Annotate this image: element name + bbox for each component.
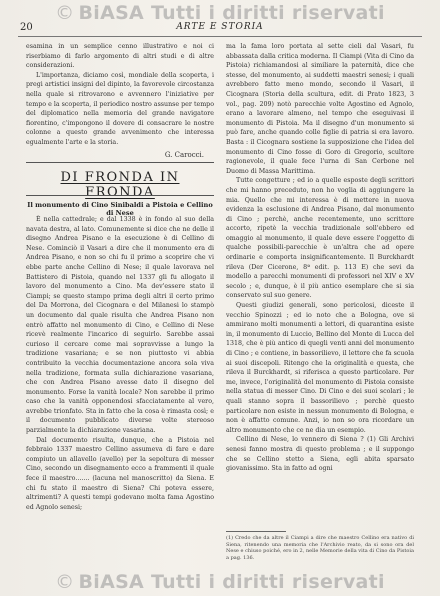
author-signature: G. Carocci. <box>164 150 204 159</box>
section-title: DI FRONDA IN FRONDA <box>60 170 180 200</box>
copyright-icon: © <box>55 2 75 24</box>
paragraph: esamina in un semplice cenno illustrativo e noi ci riserbiamo di farlo argomento di altri studi e di altre considerazioni. <box>26 43 214 70</box>
page-header <box>18 22 422 37</box>
left-column-body <box>26 215 214 512</box>
footnote: (1) Credo che da altre il Ciampi a dire che maestro Cellino era nativo di Siena, ritenendo una memoria che l'Archivio reato, da si sono ora del Nese e chiuso poiché, ero in 2, nelle Memorie della vita di Cino da Pistoia a pag. 136. <box>226 535 414 561</box>
paragraph: Cellino di Nese, lo vennero di Siena ? (1) Gli Archivi senesi fanno mostra di questo problema ; e il suppongo che se Cellino stetto a Siena, egli abita sparsato giovanissimo. Sta in fatto ad ogni <box>226 436 414 473</box>
left-column-intro <box>26 42 214 160</box>
watermark-top <box>0 2 440 24</box>
copyright-icon: © <box>55 571 75 593</box>
section-divider <box>26 162 214 163</box>
page-number: 20 <box>20 22 33 33</box>
paragraph: Dal documento risulta, dunque, che a Pistoia nel febbraio 1337 maestro Cellino assumeva di fare e dare compiuto un allavello (avello) per la sepoltura di messer Cino, secondo un disegnamento ecco a frammenti il quale fece il maestro....... (lacuna nel manoscritto) da Siena. E chi fu stato il maestro di Siena? Chi poteva essere, altrimenti? A questi tempi godevano molta fama Agostino ed Agnolo senesi; <box>26 436 214 511</box>
paragraph: ma la fama loro portata al sette cieli dal Vasari, fu abbassata dalla critica moderna. Il Ciampi (Vita di Cino da Pistoia) richiamandosi al similiare la paternità, dice che stesse, del monumento, ai suddetti maestri senesi; i quali avrebbero fatto meno mondo, secondo il Vasari, il Cicognara (Storia della scultura, edit. di Prato 1823, 3 vol., pag. 209) notò parecchie volte Agostino ed Agnolo, erano a lavorare almeno, nel tempo che eseguivasi il monumento di Pistoia. Ma il disegno d'un monumento si può fare, anche quando colle figlie di patria si era lavoro. Basta : il Cicognara sostiene la supposizione che l'idea del monumento di Cino fosse di Goro di Gregorio, scultore ragionevole, il quale fece l'urna di San Cerbone nel Duomo di Massa Marittima. <box>226 43 414 175</box>
footnote-divider <box>226 531 286 532</box>
title-divider <box>26 195 214 196</box>
paragraph: È nella cattedrale; e dal 1338 è in fondo al suo della navata destra, al lato. Comunemente si dice che ne delle il disegno Andrea Pisano e la esecuzione è di Cellino di Nese. Cominciò il Vasari a dire che il monumento era di Andrea Pisano, e non so chi fu il primo a scoprire che vi ebbe parte anche Cellino di Nese; il quale lavorava nel Battistero di Pistoia, quando nel 1337 gli fu allogato il lavoro del monumento a Cino. Ma dev'essere stato il Ciampi; se questo stampo prima degli altri il certo primo del Da Morrona, del Cicognara e del Milanesi lo stampò un documento dal quale risulta che Andrea Pisano non entrò affatto nel monumento di Cino, e Cellino di Nese ricevè realmente l'incarico di seguirlo. Sarebbe assai curioso il cercare come mai sopravvisse a lungo la tradizione vasariana; e se non piuttosto vi abbia contribuito la vecchia documentazione ancora sola viva nella tradizione, formata sulla dichiarazione vasariana, che con Andrea Pisano avesse dato il disegno del monumento. Forse la vanità locale? Non sarebbe il primo caso che la vanità opponendosi sfacciatamente al vero, avrebbe trionfato. Sta in fatto che la cosa è rimasta così; e il documento pubblicato diverse volte stereoso parzialmente la dichiarazione vasariana. <box>26 216 214 435</box>
paragraph: Questi giudizi generali, sono pericolosi, diceste il vecchio Spinozzi ; ed io noto che a Bologna, ove si ammirano molti monumenti a lettori, di quarantina esiste in, il monumento di Luccio, Bellino del Monte di Lucca del 1318, che è più antico di quegli venti anni del monumento di Cino ; e contiene, in bassorilievo, il lettore che fa scuola ai suoi discepoli. Ritengo che la originalità e questa, che rileva il Burckhardt, si riferisca a questo particolare. Per me, invece, l'originalità del monumento di Pistoia consiste nella statua di messer Cino. Di Cino e dei suoi scolari ; le quali stanno sopra il bassorilievo ; perchè questo particolare non esiste in nessun monumento di Bologna, e non è affatto comune. Anzi, io non so ora ricordare un altro monumento che ce ne dia un esempio. <box>226 302 414 434</box>
watermark-bottom <box>0 571 440 593</box>
watermark-bottom-text: BiASA Tutti i diritti riservati <box>78 571 385 593</box>
paragraph: L'importanza, diciamo così, mondiale della scoperta, i pregi artistici insigni del dipinto, la favorevole circostanza nella quale si ritrovarono e avvennero l'iniziative per tempo e la scoperta, il periodico nostro assunse per tempo del diplomatico nella memoria del grande navigatore fiorentino, c'impongono il dovere di consacrare le nostre colonne a questo grande avvenimento che interessa egualmente l'arte e la storia. <box>26 71 214 146</box>
article-title: Il monumento di Cino Sinibaldi a Pistoia e Cellino di Nese <box>27 201 213 217</box>
paragraph: Tutte congetture ; ed io a quelle esposte degli scrittori che mi hanno preceduto, non ho voglia di aggiungere la mia. Quello che mi interessa è di mettere in nuova evidenza la esclusione di Andrea Pisano, dal monumento di Cino ; perchè, anche recentemente, uno scrittore accorto, ripetè la vecchia tradizionale soll'ebbero ed omaggio al monumento, il quale deve essere l'oggetto di qualche possibili-parecchie è un'altra che ad opere ordinarie e comporta insignificantemente. Il Burckhardt rileva (Der Cicerone, 8ª edit. p. 113 E) che sevi da modello a parecchi monumenti di professori nel XIV e XV secolo ; e, dunque, è il più antico esemplare che si sia conservato sul suo genere. <box>226 177 414 300</box>
right-column <box>226 42 414 474</box>
watermark-top-text: BiASA Tutti i diritti riservati <box>78 2 385 24</box>
running-title: ARTE E STORIA <box>176 22 264 32</box>
